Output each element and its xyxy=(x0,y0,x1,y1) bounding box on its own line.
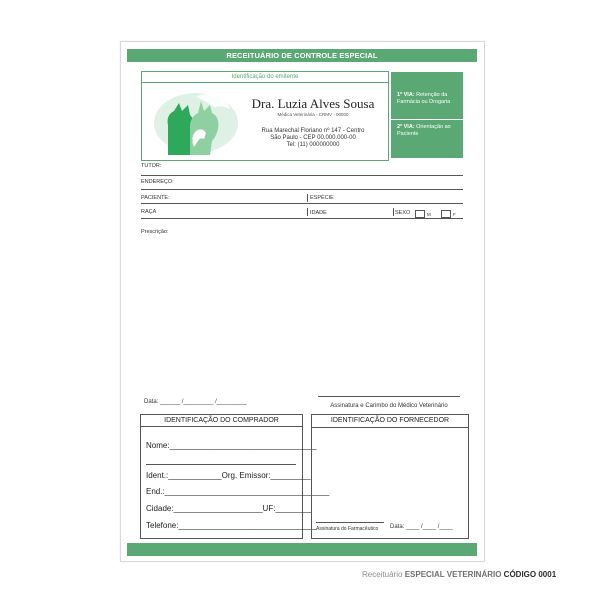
pet-logo-icon xyxy=(146,87,240,157)
issuer-box xyxy=(141,71,389,161)
via1-label: 1ª VIA: xyxy=(397,92,415,98)
form-title-bar: RECEITUÁRIO DE CONTROLE ESPECIAL xyxy=(127,49,477,62)
via2-description: Orientação ao Paciente xyxy=(397,124,451,137)
buyer-heading: IDENTIFICAÇÃO DO COMPRADOR xyxy=(141,415,302,427)
tutor-label: TUTOR: xyxy=(141,163,162,169)
via2-text xyxy=(397,124,461,137)
sexo-m-checkbox[interactable] xyxy=(415,210,425,218)
prescription-sheet xyxy=(120,41,485,562)
caption-prefix: Receituário xyxy=(362,570,405,579)
paciente-label: PACIENTE: xyxy=(141,195,170,201)
issuer-address-line1: Rua Marechal Floriano nº 147 - Centro xyxy=(261,128,365,134)
signature-line[interactable] xyxy=(318,396,460,397)
buyer-end-field[interactable]: End.:_____________________________________ xyxy=(146,487,330,496)
caption-type: ESPECIAL VETERINÁRIO xyxy=(404,570,504,579)
idade-label: IDADE xyxy=(310,210,327,216)
idade-divider xyxy=(307,208,308,216)
sexo-label: SEXO xyxy=(395,210,411,216)
date-field[interactable]: Data: ______ /_________ /_________ xyxy=(144,399,247,405)
via2-label: 2ª VIA: xyxy=(397,124,415,130)
via1-description: Retenção da Farmácia ou Drogaria xyxy=(397,92,451,105)
bottom-bar xyxy=(127,543,477,556)
issuer-registration: Médica Veterinária - CRMV - 00000 xyxy=(277,112,349,117)
especie-divider xyxy=(307,194,308,202)
issuer-address xyxy=(240,128,386,149)
sexo-f-label: F xyxy=(453,212,456,217)
prescription-label: Prescrição: xyxy=(141,229,169,235)
sexo-f-checkbox[interactable] xyxy=(441,210,451,218)
tutor-line[interactable] xyxy=(141,175,463,176)
raca-line[interactable] xyxy=(141,218,463,219)
signature-label: Assinatura e Carimbo do Médico Veterinário xyxy=(330,403,448,409)
issuer-name: Dra. Luzia Alves Sousa xyxy=(251,96,375,111)
buyer-telefone-field[interactable]: Telefone:_______________________________ xyxy=(146,521,317,530)
sexo-divider xyxy=(393,208,394,216)
sexo-m-label: M xyxy=(427,212,431,217)
supplier-box xyxy=(311,414,469,539)
raca-label: RAÇA xyxy=(141,209,157,215)
endereco-line[interactable] xyxy=(141,189,463,190)
paciente-line[interactable] xyxy=(141,203,463,204)
product-caption xyxy=(362,570,556,579)
via-divider xyxy=(391,119,463,120)
buyer-nome-field[interactable]: Nome:_________________________________ xyxy=(146,441,317,450)
pharmacist-signature-label: Assinatura do Farmacêutico xyxy=(316,526,379,532)
endereco-label: ENDEREÇO: xyxy=(141,179,174,185)
especie-label: ESPÉCIE xyxy=(310,195,334,201)
buyer-ident-field[interactable]: Ident.:____________Org. Emissor:_________ xyxy=(146,471,311,480)
via-box xyxy=(391,72,463,158)
via1-text xyxy=(397,92,461,105)
buyer-cidade-field[interactable]: Cidade:____________________UF:________ xyxy=(146,504,312,513)
buyer-box xyxy=(140,414,330,539)
supplier-heading: IDENTIFICAÇÃO DO FORNECEDOR xyxy=(312,415,468,428)
issuer-phone: Tel: (11) 000000000 xyxy=(286,142,340,148)
pharmacist-signature-line[interactable] xyxy=(316,522,384,523)
buyer-blank-line[interactable] xyxy=(146,464,296,465)
caption-code: CÓDIGO 0001 xyxy=(503,570,557,579)
supplier-date-field[interactable]: Data: ____ /____ /____ xyxy=(390,524,453,530)
issuer-address-line2: São Paulo - CEP 00.000.000-00 xyxy=(270,135,356,141)
issuer-heading: Identificação do emitente xyxy=(142,72,388,83)
